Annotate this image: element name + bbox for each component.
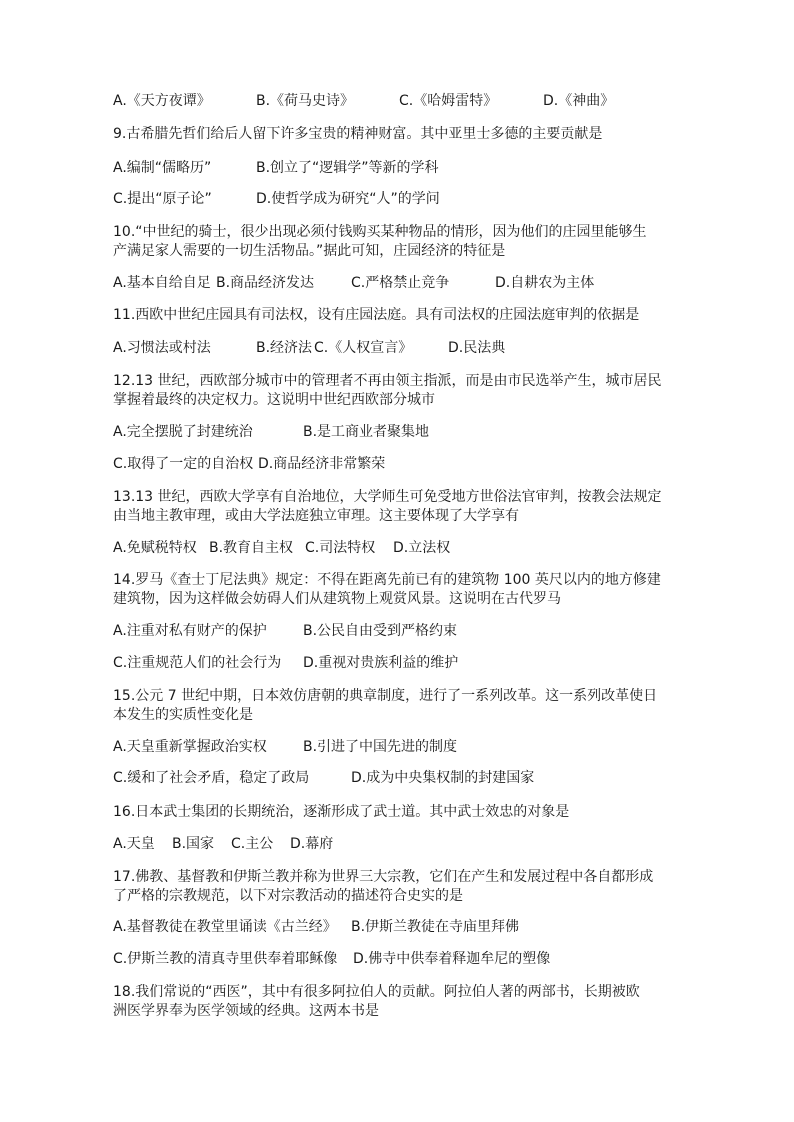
q17-option-a: A.基督教徒在教堂里诵读《古兰经》 xyxy=(113,919,337,935)
q9-options-row1 xyxy=(113,157,688,179)
q10-stem-line2: 产满足家人需要的一切生活物品。”据此可知，庄园经济的特征是 xyxy=(113,243,506,259)
q10-option-b: B.商品经济发达 xyxy=(216,275,315,291)
q13-stem-line1: 13.13 世纪，西欧大学享有自治地位，大学师生可免受地方世俗法官审判，按教会法规定 xyxy=(113,489,662,505)
q15-option-b: B.引进了中国先进的制度 xyxy=(303,739,458,755)
q17-option-c: C.伊斯兰教的清真寺里供奉着耶稣像 xyxy=(113,951,338,967)
q11-options xyxy=(113,337,688,359)
q12-option-a: A.完全摆脱了封建统治 xyxy=(113,424,253,440)
q8-option-d: D.《神曲》 xyxy=(543,93,615,109)
q16-option-b: B.国家 xyxy=(172,836,215,852)
q13-stem-line2: 由当地主教审理，或由大学法庭独立审理。这主要体现了大学享有 xyxy=(113,508,519,524)
q13-option-a: A.免赋税特权 xyxy=(113,540,197,556)
q15-stem-line2: 本发生的实质性变化是 xyxy=(113,707,253,723)
q15-option-d: D.成为中央集权制的封建国家 xyxy=(351,770,535,786)
q13-option-d: D.立法权 xyxy=(393,540,451,556)
q17-option-b: B.伊斯兰教徒在寺庙里拜佛 xyxy=(351,919,520,935)
q12-option-b: B.是工商业者聚集地 xyxy=(303,424,430,440)
q8-option-a: A.《天方夜谭》 xyxy=(113,93,211,109)
q15-options-row2 xyxy=(113,767,688,789)
q14-option-b: B.公民自由受到严格约束 xyxy=(303,623,458,639)
q10-option-a: A.基本自给自足 xyxy=(113,275,211,291)
q15-options-row1 xyxy=(113,736,688,758)
q9-options-row2 xyxy=(113,188,688,210)
q11-option-d: D.民法典 xyxy=(448,340,506,356)
q12-options-row1 xyxy=(113,421,688,443)
q14-stem-line2: 建筑物，因为这样做会妨碍人们从建筑物上观赏风景。这说明在古代罗马 xyxy=(113,591,561,607)
q16-option-d: D.幕府 xyxy=(290,836,334,852)
q15-stem-line1: 15.公元 7 世纪中期，日本效仿唐朝的典章制度，进行了一系列改革。这一系列改革使日 xyxy=(113,688,658,704)
q11-option-c: C.《人权宣言》 xyxy=(314,340,413,356)
q16-option-a: A.天皇 xyxy=(113,836,155,852)
q11-option-a: A.习惯法或村法 xyxy=(113,340,211,356)
q14-stem-line1: 14.罗马《查士丁尼法典》规定：不得在距离先前已有的建筑物 100 英尺以内的地方修建 xyxy=(113,572,661,588)
q14-options-row2 xyxy=(113,652,688,674)
q9-option-d: D.使哲学成为研究“人”的学问 xyxy=(256,191,440,207)
q16-stem: 16.日本武士集团的长期统治，逐渐形成了武士道。其中武士效忠的对象是 xyxy=(113,804,570,820)
q17-option-d: D.佛寺中供奉着释迦牟尼的塑像 xyxy=(353,951,551,967)
q15-option-c: C.缓和了社会矛盾，稳定了政局 xyxy=(113,770,310,786)
q14-option-c: C.注重规范人们的社会行为 xyxy=(113,655,282,671)
q17-stem-line1: 17.佛教、基督教和伊斯兰教并称为世界三大宗教，它们在产生和发展过程中各自都形成 xyxy=(113,869,654,885)
q12-option-c: C.取得了一定的自治权 xyxy=(113,456,254,472)
q9-option-a: A.编制“儒略历” xyxy=(113,160,212,176)
q17-options-row2 xyxy=(113,948,688,970)
q10-option-d: D.自耕农为主体 xyxy=(495,275,595,291)
q14-options-row1 xyxy=(113,620,688,642)
q12-stem-line2: 掌握着最终的决定权力。这说明中世纪西欧部分城市 xyxy=(113,392,435,408)
q17-options-row1 xyxy=(113,916,688,938)
q16-options xyxy=(113,833,688,855)
q8-option-b: B.《荷马史诗》 xyxy=(256,93,355,109)
q9-stem: 9.古希腊先哲们给后人留下许多宝贵的精神财富。其中亚里士多德的主要贡献是 xyxy=(113,126,603,142)
q17-stem-line2: 了严格的宗教规范，以下对宗教活动的描述符合史实的是 xyxy=(113,888,463,904)
q11-stem: 11.西欧中世纪庄园具有司法权，设有庄园法庭。具有司法权的庄园法庭审判的依据是 xyxy=(113,307,640,323)
q13-option-b: B.教育自主权 xyxy=(209,540,294,556)
q8-option-c: C.《哈姆雷特》 xyxy=(399,93,498,109)
q13-option-c: C.司法特权 xyxy=(305,540,376,556)
q18-stem-line2: 洲医学界奉为医学领域的经典。这两本书是 xyxy=(113,1003,379,1019)
q14-option-d: D.重视对贵族利益的维护 xyxy=(303,655,459,671)
q10-options xyxy=(113,272,688,294)
q12-options-row2 xyxy=(113,453,688,475)
q10-stem-line1: 10.“中世纪的骑士，很少出现必须付钱购买某种物品的情形，因为他们的庄园里能够生 xyxy=(113,224,647,240)
q14-option-a: A.注重对私有财产的保护 xyxy=(113,623,267,639)
q16-option-c: C.主公 xyxy=(231,836,274,852)
q8-options xyxy=(113,90,688,112)
q13-options xyxy=(113,537,688,559)
q18-stem-line1: 18.我们常说的“西医”，其中有很多阿拉伯人的贡献。阿拉伯人著的两部书，长期被欧 xyxy=(113,984,640,1000)
q11-option-b: B.经济法 xyxy=(256,340,313,356)
q10-option-c: C.严格禁止竞争 xyxy=(351,275,450,291)
q9-option-b: B.创立了“逻辑学”等新的学科 xyxy=(256,160,439,176)
q12-option-d: D.商品经济非常繁荣 xyxy=(258,456,386,472)
q9-option-c: C.提出“原子论” xyxy=(113,191,212,207)
q15-option-a: A.天皇重新掌握政治实权 xyxy=(113,739,267,755)
q12-stem-line1: 12.13 世纪，西欧部分城市中的管理者不再由领主指派，而是由市民选举产生，城市居民 xyxy=(113,373,662,389)
